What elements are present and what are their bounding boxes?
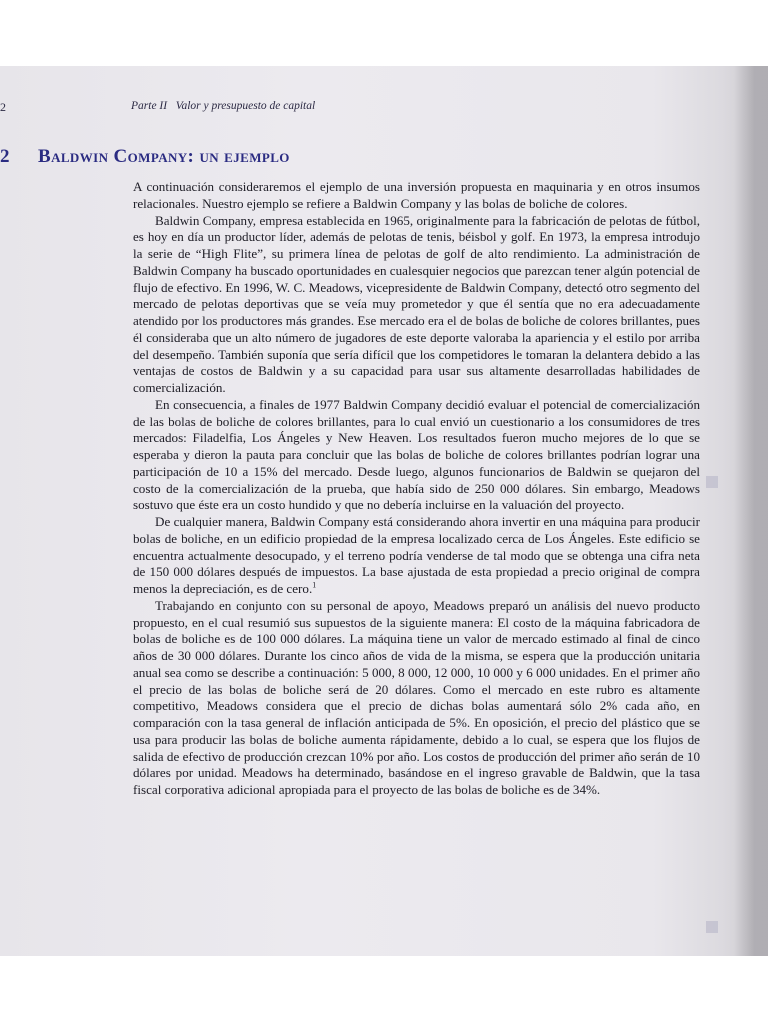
scanned-page bbox=[0, 66, 768, 956]
paragraph-2: Baldwin Company, empresa establecida en 1965, originalmente para la fabricación de pelotas de fútbol, es hoy en día un productor líder, además de pelotas de tenis, béisbol y golf. En 1973, la empresa introdujo la serie de “High Flite”, su primera línea de pelotas de golf de alto rendimiento. La administración de Baldwin Company ha buscado oportunidades en cualesquier negocios que parezcan tener algún potencial de flujo de efectivo. En 1996, W. C. Meadows, vicepresidente de Baldwin Company, detectó otro segmento del mercado de pelotas deportivas que se veía muy prometedor y que él sentía que no era adecuadamente atendido por los productores más grandes. Ese mercado era el de bolas de boliche de colores brillantes, pues él consideraba que un alto número de jugadores de este deporte valoraba la apariencia y el estilo por arriba del desempeño. También suponía que sería difícil que los competidores le tomaran la delantera debido a las ventajas de costos de Baldwin y a su capacidad para usar sus altamente desarrolladas habilidades de comercialización. bbox=[133, 212, 700, 395]
page-number: 2 bbox=[0, 100, 6, 114]
bleed-mark bbox=[706, 476, 718, 488]
part-header bbox=[131, 100, 315, 112]
paragraph-4 bbox=[133, 514, 700, 598]
running-header bbox=[0, 100, 700, 120]
body-text bbox=[133, 179, 700, 799]
part-title: Valor y presupuesto de capital bbox=[175, 100, 316, 112]
page-gutter-shadow bbox=[734, 66, 768, 956]
paragraph-5: Trabajando en conjunto con su personal de apoyo, Meadows preparó un análisis del nuevo producto propuesto, en el cual resumió sus supuestos de la siguiente manera: El costo de la máquina fabricadora de bolas de boliche es de 100 000 dólares. La máquina tiene un valor de mercado estimado al final de cinco años de 30 000 dólares. Durante los cinco años de vida de la misma, se espera que la producción unitaria anual sea como se describe a continuación: 5 000, 8 000, 12 000, 10 000 y 6 000 unidades. En el primer año el precio de las bolas de boliche será de 20 dólares. Como el mercado en este rubro es altamente competitivo, Meadows considera que el precio de dichas bolas aumentará sólo 2% cada año, en comparación con la tasa general de inflación anticipada de 5%. En oposición, el precio del plástico que se usa para producir las bolas de boliche aumenta rápidamente, debido a lo cual, se espera que los flujos de salida de efectivo de producción crezcan 10% por año. Los costos de producción del primer año serán de 10 dólares por unidad. Meadows ha determinado, basándose en el ingreso gravable de Baldwin, que la tasa fiscal corporativa adicional apropiada para el proyecto de las bolas de boliche es de 34%. bbox=[133, 597, 700, 797]
paragraph-4-text: De cualquier manera, Baldwin Company está considerando ahora invertir en una máquina para producir bolas de boliche, en un edificio propiedad de la empresa localizado cerca de Los Ángeles. Este edificio se encuentra actualmente desocupado, y el terreno podría venderse de tal modo que se obtenga una cifra neta de 150 000 dólares después de impuestos. La base ajustada de esta propiedad a precio original de compra menos la depreciación, es de cero. bbox=[133, 514, 700, 596]
section-number: 2 bbox=[0, 146, 10, 167]
paragraph-1: A continuación consideraremos el ejemplo de una inversión propuesta en maquinaria y en otros insumos relacionales. Nuestro ejemplo se refiere a Baldwin Company y las bolas de boliche de colores. bbox=[133, 179, 700, 211]
bleed-mark bbox=[706, 921, 718, 933]
section-title: Baldwin Company: un ejemplo bbox=[38, 146, 290, 167]
footnote-marker: 1 bbox=[312, 580, 317, 590]
part-label: Parte II bbox=[131, 100, 168, 112]
paragraph-3: En consecuencia, a finales de 1977 Baldwin Company decidió evaluar el potencial de comercialización de las bolas de boliche de colores brillantes, para lo cual envió un cuestionario a los consumidores de tres mercados: Filadelfia, Los Ángeles y New Heaven. Los resultados fueron mucho mejores de lo que se esperaba y dieron la pauta para concluir que las bolas de boliche de colores brillantes podrían lograr una participación de 10 a 15% del mercado. Desde luego, algunos funcionarios de Baldwin se quejaron del costo de la comercialización de la prueba, que había sido de 250 000 dólares. Sin embargo, Meadows sostuvo que éste era un costo hundido y que no debería incluirse en la valuación del proyecto. bbox=[133, 396, 700, 513]
